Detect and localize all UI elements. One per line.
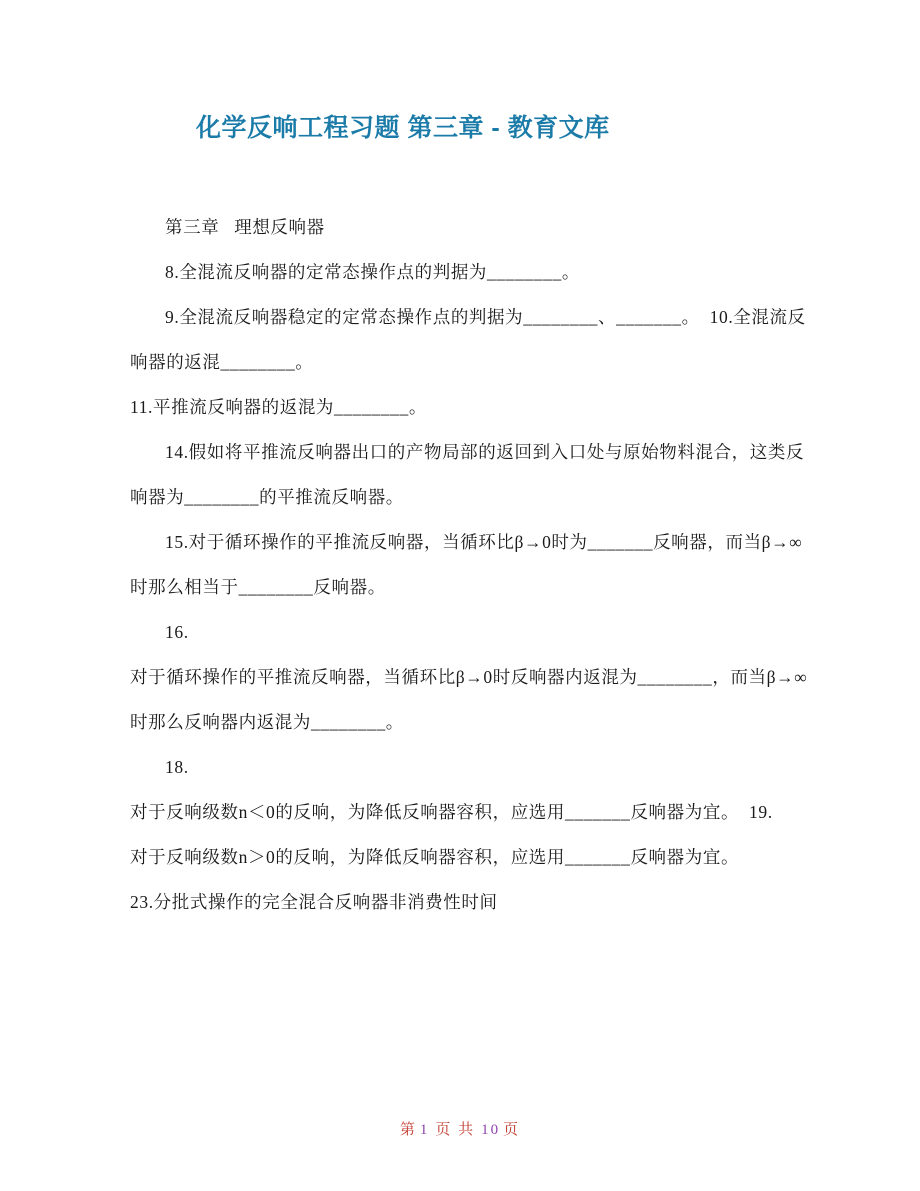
footer-total-pages: 10 [481,1122,501,1138]
paragraph-item-16-text: 对于循环操作的平推流反响器，当循环比β→0时反响器内返混为________，而当β→∞时那么反响器内返混为________。 [130,667,808,732]
paragraph-item-14: 14.假如将平推流反响器出口的产物局部的返回到入口处与原始物料混合，这类反响器为________的平推流反响器。 [130,442,805,507]
paragraph-item-8: 8.全混流反响器的定常态操作点的判据为________。 [165,262,580,282]
document-body [130,205,810,925]
footer-of-label: 页 共 [435,1122,476,1138]
footer-page-number: 1 [419,1122,430,1138]
paragraph-item-16-number: 16. [165,622,189,642]
paragraph-item-9: 9.全混流反响器稳定的定常态操作点的判据为________、_______。 10.全混流反响器的返混________。 [130,307,806,372]
footer-unit-label: 页 [503,1122,521,1138]
paragraph-item-18-number: 18. [165,757,189,777]
paragraph-item-11: 11.平推流反响器的返混为________。 [130,397,427,417]
page-footer [0,1118,920,1139]
paragraph-item-19-text: 对于反响级数n＞0的反响，为降低反响器容积，应选用_______反响器为宜。 [130,847,740,867]
page-title: 化学反响工程习题 第三章 - 教育文库 [196,114,610,142]
paragraph-item-23: 23.分批式操作的完全混合反响器非消费性时间 [130,892,498,912]
paragraph-chapter-heading: 第三章 理想反响器 [165,217,325,237]
paragraph-item-15: 15.对于循环操作的平推流反响器，当循环比β→0时为_______反响器，而当β→∞时那么相当于________反响器。 [130,532,803,597]
footer-page-label: 第 [399,1122,417,1138]
paragraph-item-18-text: 对于反响级数n＜0的反响，为降低反响器容积，应选用_______反响器为宜。 19. [130,802,773,822]
